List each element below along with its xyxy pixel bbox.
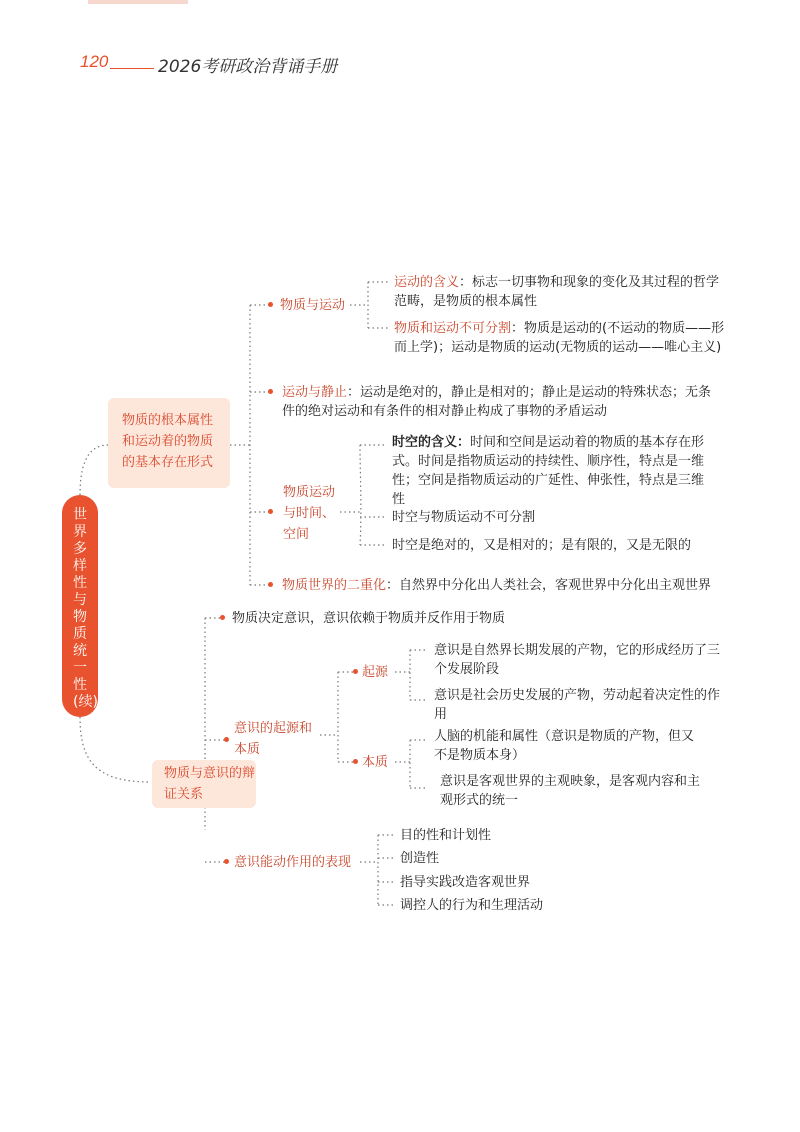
motion-inseparable-term: 物质和运动不可分割 (394, 321, 512, 336)
agency-item-1: 目的性和计划性 (400, 828, 492, 843)
node-dot (353, 759, 358, 764)
origin-item-1: 意识是自然界长期发展的产物，它的形成经历了三个发展阶段 (434, 643, 721, 677)
book-title: 2026考研政治背诵手册 (158, 57, 338, 77)
agency-label: 意识能动作用的表现 (234, 855, 352, 870)
root-label: 世界多样性与物质统一性(续) (73, 507, 98, 710)
node-dot (268, 582, 273, 587)
branch2-label: 物质与意识的辩证关系 (164, 766, 256, 802)
origin-label: 起源 (362, 665, 389, 680)
motion-label: 物质与运动 (280, 298, 346, 313)
node-dot (268, 389, 273, 394)
node-dot (353, 669, 358, 674)
motion-meaning-text: ：标志一切事物和现象的变化及其过程的哲学范畴，是物质的根本属性 (394, 275, 720, 309)
branch1-label: 物质的根本属性和运动着的物质的基本存在形式 (122, 413, 214, 470)
duality-node (282, 576, 742, 595)
essence-item-2: 意识是客观世界的主观映象，是客观内容和主观形式的统一 (440, 774, 701, 808)
branch2-box (152, 760, 256, 808)
spacetime-absolute: 时空是绝对的，又是相对的；是有限的，又是无限的 (392, 538, 692, 553)
duality-text: ：自然界中分化出人类社会，客观世界中分化出主观世界 (386, 578, 712, 593)
spacetime-label: 物质运动与时间、空间 (283, 485, 336, 542)
node-dot (268, 509, 273, 514)
node-dot (220, 615, 225, 620)
matter-decides-consciousness: 物质决定意识，意识依赖于物质并反作用于物质 (232, 611, 506, 626)
spacetime-meaning-term: 时空的含义： (392, 435, 471, 450)
essence-label: 本质 (362, 755, 389, 770)
rest-term: 运动与静止 (282, 385, 348, 400)
node-dot (224, 859, 229, 864)
agency-item-4: 调控人的行为和生理活动 (400, 898, 544, 913)
motion-inseparable-text: ：物质是运动的(不运动的物质——形而上学)；运动是物质的运动(无物质的运动——唯心主义) (394, 321, 725, 355)
motion-meaning (394, 273, 722, 311)
spacetime-inseparable: 时空与物质运动不可分割 (392, 510, 536, 525)
rest-node (282, 383, 722, 421)
agency-item-3: 指导实践改造客观世界 (400, 875, 531, 890)
origin-item-2: 意识是社会历史发展的产物，劳动起着决定性的作用 (434, 688, 721, 722)
spacetime-meaning (392, 433, 714, 509)
agency-item-2: 创造性 (400, 851, 440, 866)
essence-item-1: 人脑的机能和属性（意识是物质的产物，但又不是物质本身） (434, 729, 695, 763)
motion-inseparable (394, 319, 734, 357)
node-dot (268, 302, 273, 307)
root-node (62, 495, 98, 717)
rest-text: ：运动是绝对的，静止是相对的；静止是运动的特殊状态；无条件的绝对运动和有条件的相对静止构成了事物的矛盾运动 (282, 385, 712, 419)
node-dot (224, 737, 229, 742)
duality-term: 物质世界的二重化 (282, 578, 387, 593)
origin-essence-label: 意识的起源和本质 (234, 721, 313, 757)
spacetime-meaning-text: 时间和空间是运动着的物质的基本存在形式。时间是指物质运动的持续性、顺序性，特点是一维性；空间是指物质运动的广延性、伸张性，特点是三维性 (392, 435, 705, 507)
page-number: 120 (80, 52, 109, 71)
branch1-box (108, 398, 230, 488)
motion-meaning-term: 运动的含义 (394, 275, 460, 290)
